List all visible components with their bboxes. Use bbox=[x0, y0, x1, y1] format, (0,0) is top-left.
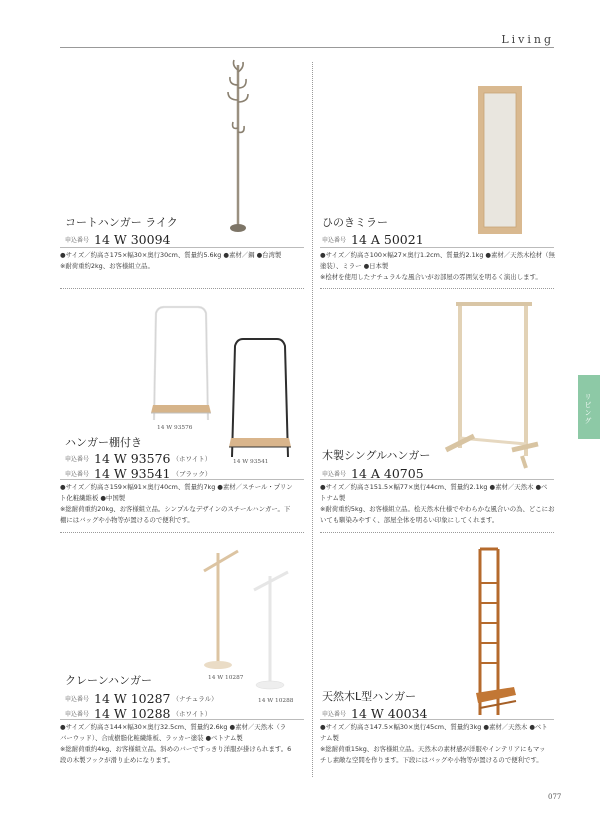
wood-hanger-name: 木製シングルハンガー bbox=[322, 449, 431, 462]
rack-name: ハンガー棚付き bbox=[65, 436, 142, 449]
coat-hanger-code bbox=[65, 229, 170, 248]
coat-hanger-desc bbox=[60, 250, 306, 272]
desc-line: 棚にはバッグや小物等が置けるので便利です。 bbox=[60, 516, 194, 524]
desc-line: 段の木製フックが滑り止めになります。 bbox=[60, 756, 175, 764]
desc-line: ●サイズ／約高さ175×幅30×奥行30cm、質量約5.6kg ●素材／鋼 ●台湾製 bbox=[60, 251, 282, 259]
order-number: 14 W 93541 bbox=[94, 466, 171, 481]
l-shape-hanger-image bbox=[466, 543, 520, 719]
living-section-tab[interactable] bbox=[578, 375, 600, 439]
variant-label: （ナチュラル） bbox=[172, 695, 218, 703]
desc-line: ※耐荷重約2kg、お客様組立品。 bbox=[60, 262, 154, 270]
code-label: 申込番号 bbox=[65, 237, 90, 244]
variant-label: （ホワイト） bbox=[172, 455, 212, 463]
crane-white-caption: 14 W 10288 bbox=[258, 698, 294, 704]
code-label: 申込番号 bbox=[65, 456, 90, 463]
desc-line: ●サイズ／約高さ100×幅27×奥行1.2cm、質量約2.1kg ●素材／天然木桧材（無 bbox=[320, 251, 555, 259]
crane-white-image bbox=[252, 568, 292, 693]
wood-hanger-desc bbox=[320, 482, 560, 526]
desc-rule bbox=[60, 247, 304, 248]
desc-line: 塗装）、ミラー ●日本製 bbox=[320, 262, 389, 270]
crane-natural-caption: 14 W 10287 bbox=[208, 675, 244, 681]
desc-line: いても馴染みやすく、部屋全体を明るい印象にしてくれます。 bbox=[320, 516, 499, 524]
row-divider-left-1 bbox=[60, 288, 304, 289]
variant-label: （ホワイト） bbox=[172, 710, 212, 718]
desc-line: トナム製 bbox=[320, 494, 346, 502]
l-shape-hanger-name: 天然木L型ハンガー bbox=[322, 690, 417, 703]
crane-desc bbox=[60, 722, 306, 766]
desc-line: ※耐荷重約5kg、お客様組立品。桧天然木仕様でやわらかな風合いの為、どこにお bbox=[320, 505, 555, 513]
desc-line: ※総耐荷重約4kg、お客様組立品。斜めのバーですっきり洋服が掛けられます。6 bbox=[60, 745, 292, 753]
code-label: 申込番号 bbox=[322, 237, 347, 244]
desc-line: ※桧材を使用したナチュラルな風合いがお部屋の雰囲気を明るく演出します。 bbox=[320, 273, 542, 281]
section-title: Living bbox=[501, 33, 554, 46]
order-number: 14 A 50021 bbox=[351, 232, 424, 247]
desc-line: ●サイズ／約高さ159×幅91×奥行40cm、質量約7kg ●素材／スチール・プリン bbox=[60, 483, 293, 491]
code-label: 申込番号 bbox=[65, 471, 90, 478]
black-rack-image bbox=[227, 336, 293, 460]
header-rule bbox=[60, 47, 554, 48]
row-divider-right-1 bbox=[320, 288, 554, 289]
desc-rule bbox=[60, 479, 304, 480]
page-header bbox=[60, 33, 554, 47]
variant-label: （ブラック） bbox=[172, 470, 212, 478]
order-number: 14 W 10287 bbox=[94, 691, 171, 706]
order-number: 14 W 10288 bbox=[94, 706, 171, 721]
crane-natural-image bbox=[200, 545, 242, 673]
desc-line: ●サイズ／約高さ151.5×幅77×奥行44cm、質量約2.1kg ●素材／天然木 ●ベ bbox=[320, 483, 548, 491]
page-number: 077 bbox=[548, 793, 562, 801]
mirror-code bbox=[322, 229, 424, 248]
code-label: 申込番号 bbox=[322, 471, 347, 478]
desc-line: チし素敵な空間を作ります。下段にはバッグや小物等が置けるので便利です。 bbox=[320, 756, 543, 764]
code-label: 申込番号 bbox=[65, 696, 90, 703]
desc-rule bbox=[320, 247, 554, 248]
white-rack-caption: 14 W 93576 bbox=[157, 425, 193, 431]
mirror-name: ひのきミラー bbox=[322, 216, 388, 229]
mirror-desc bbox=[320, 250, 560, 283]
code-label: 申込番号 bbox=[65, 711, 90, 718]
coat-hanger-name: コートハンガー ライク bbox=[65, 216, 178, 229]
desc-rule bbox=[320, 719, 554, 720]
order-number: 14 W 93576 bbox=[94, 451, 171, 466]
desc-line: ※総耐荷重15kg、お客様組立品。天然木の素材感が洋服やインテリアにもマッ bbox=[320, 745, 546, 753]
section-tab-label: リビング bbox=[584, 393, 592, 425]
wood-hanger-image bbox=[446, 298, 542, 470]
desc-line: バーウッド）、合成樹脂化粧繊維板、ラッカー塗装 ●ベトナム製 bbox=[60, 734, 243, 742]
black-rack-caption: 14 W 93541 bbox=[233, 459, 269, 465]
column-divider bbox=[312, 62, 313, 777]
crane-name: クレーンハンガー bbox=[65, 674, 153, 687]
coat-hanger-image bbox=[205, 60, 275, 240]
order-number: 14 W 30094 bbox=[94, 232, 171, 247]
order-number: 14 W 40034 bbox=[351, 706, 428, 721]
l-shape-hanger-desc bbox=[320, 722, 560, 766]
mirror-image bbox=[478, 86, 522, 234]
row-divider-left-2 bbox=[60, 532, 304, 533]
desc-line: ●サイズ／約高さ147.5×幅30×奥行45cm、質量約3kg ●素材／天然木 ●ベト bbox=[320, 723, 548, 731]
code-label: 申込番号 bbox=[322, 711, 347, 718]
desc-line: ト化粧繊維板 ●中国製 bbox=[60, 494, 126, 502]
row-divider-right-2 bbox=[320, 532, 554, 533]
white-rack-image bbox=[148, 305, 214, 423]
desc-line: ナム製 bbox=[320, 734, 339, 742]
order-number: 14 A 40705 bbox=[351, 466, 424, 481]
desc-rule bbox=[320, 479, 554, 480]
desc-line: ●サイズ／約高さ144×幅30×奥行32.5cm、質量約2.6kg ●素材／天然木（ラ bbox=[60, 723, 287, 731]
rack-desc bbox=[60, 482, 306, 526]
desc-line: ※総耐荷重約20kg、お客様組立品。シンプルなデザインのスチールハンガー。下 bbox=[60, 505, 291, 513]
desc-rule bbox=[60, 719, 304, 720]
